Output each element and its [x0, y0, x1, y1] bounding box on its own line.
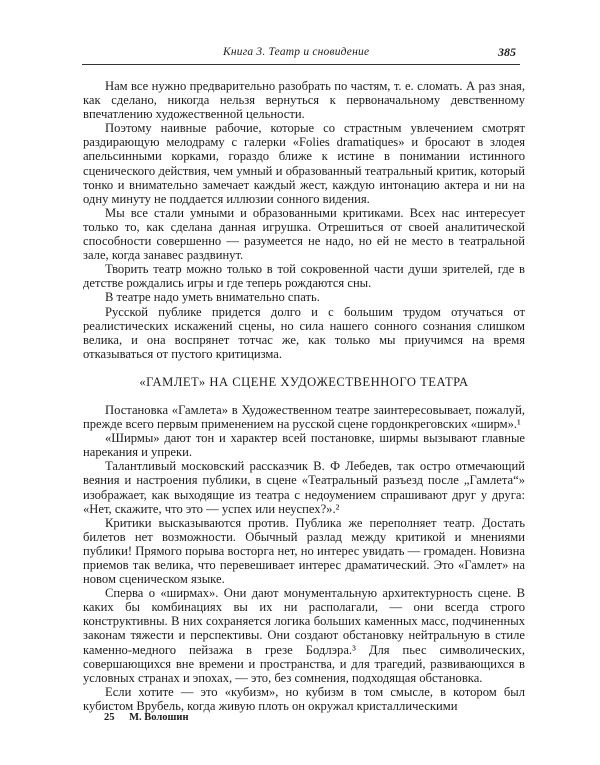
paragraph: Критики высказываются против. Публика же переполняет театр. Достать билетов нет возможности. Обычный разлад между критикой и мнениями публики! Прямого порыва восторга нет, но интерес увидать — громаден. Новизна приемов так велика, что перевешивает интерес драматический. Это «Гамлет» на новом сценическом языке.: [83, 515, 525, 587]
paragraph: Поэтому наивные рабочие, которые со страстным увлечением смотрят раздирающую мелодраму с галерки «Folies dramatiques» и бросают в злодея апельсинными корками, гораздо ближе к истине в понимании истинного сценического действия, чем умный и образованный театральный критик, который тонко и внимательно замечает каждый жест, каждую интонацию актера и ни на одну минуту не поддается иллюзии сонного видения.: [83, 121, 525, 206]
author-name: М. Волошин: [129, 712, 189, 723]
page-number: 385: [498, 45, 516, 59]
paragraph: Русской публике придется долго и с большим трудом отучаться от реалистических искажений сцены, но сила нашего сонного сознания слишком велика, и она воспрянет тотчас же, как только мы приучимся на время отказываться от пустого критицизма.: [83, 304, 525, 361]
paragraph: Творить театр можно только в той сокровенной части души зрителей, где в детстве рождались игры и где теперь рождаются сны.: [83, 262, 525, 291]
signature-mark: 25: [104, 712, 115, 723]
page-body: [83, 79, 525, 713]
paragraph: Мы все стали умными и образованными критиками. Всех нас интересует только то, как сделана данная игрушка. Отрешиться от своей аналитической способности совершенно — разумеется не надо, но ей не место в театральной зале, когда занавес раздвинут.: [83, 205, 525, 263]
paragraph: Постановка «Гамлета» в Художественном театре заинтересовывает, пожалуй, прежде всего первым применением на русской сцене гордонкреговских «ширм».¹: [83, 402, 525, 432]
section-title: «ГАМЛЕТ» НА СЦЕНЕ ХУДОЖЕСТВЕННОГО ТЕАТРА: [139, 374, 469, 389]
paragraph: Если хотите — это «кубизм», но кубизм в том смысле, в котором был кубистом Врубель, когда живую плоть он окружал кристаллическими: [83, 684, 525, 713]
paragraph: Нам все нужно предварительно разобрать по частям, т. е. сломать. А раз зная, как сделано, никогда нельзя вернуться к первоначальному девственному впечатлению художественной цельности.: [83, 79, 525, 122]
paragraph: «Ширмы» дают тон и характер всей постановке, ширмы вызывают главные нарекания и упреки.: [83, 431, 525, 460]
page-header: [82, 42, 520, 65]
paragraph: Сперва о «ширмах». Они дают монументальную архитектурность сцене. В каких бы комбинациях вы их ни располагали, — они всегда строго конструктивны. В них сохраняется логика больших каменных масс, подчиненных законам тяжести и перспективы. Они создают обстановку нейтральную в стиле каменно-медного пейзажа в грезе Бодлэра.³ Для пьес символических, совершающихся вне времени и пространства, и для трагедий, развивающихся в условных странах и эпохах, — это, без сомнения, подходящая обстановка.: [83, 586, 525, 685]
running-head: Книга 3. Театр и сновидение: [223, 46, 370, 58]
paragraph: Талантливый московский рассказчик В. Ф Лебедев, так остро отмечающий веяния и настроения публики, в сцене «Театральный разъезд после „Гамлета“» изображает, как выходящие из театра с недоумением спрашивают друг у друга: «Нет, скажите, что это — успех или неуспех?».²: [83, 459, 525, 516]
page-footer: [104, 712, 189, 723]
paragraph: В театре надо уметь внимательно спать.: [105, 290, 320, 305]
